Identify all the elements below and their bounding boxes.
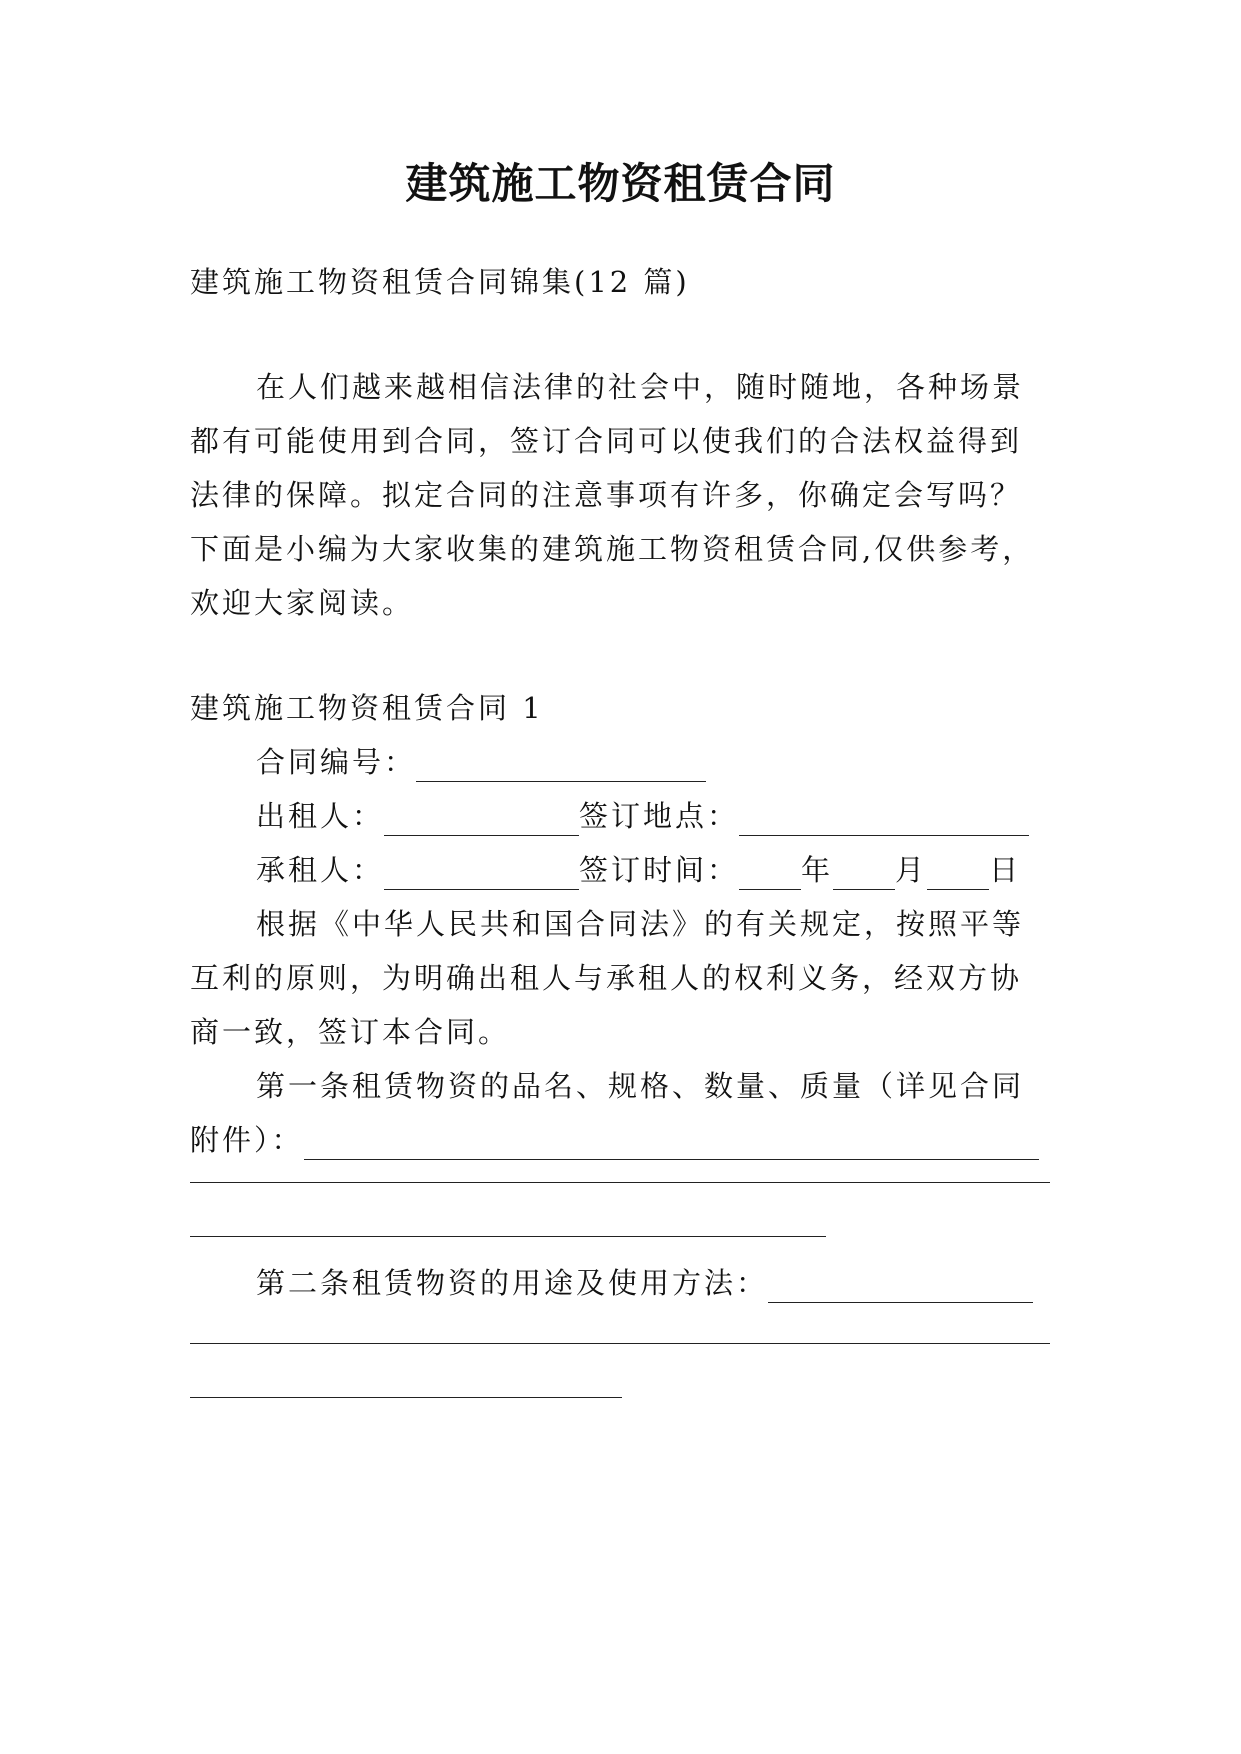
intro-line-1: 在人们越来越相信法律的社会中，随时随地，各种场景 [256,370,1025,404]
lessor-blank [384,805,579,836]
article-1-line-1: 第一条租赁物资的品名、规格、数量、质量（详见合同 [256,1069,1025,1103]
intro-line-5: 欢迎大家阅读。 [190,586,415,620]
signing-place-label: 签订地点： [579,799,740,833]
lessor-label: 出租人： [256,799,385,833]
basis-line-1: 根据《中华人民共和国合同法》的有关规定，按照平等 [256,907,1025,941]
contract-heading: 建筑施工物资租赁合同 1 [190,691,544,725]
document-title: 建筑施工物资租赁合同 [405,159,836,208]
article-2-label: 第二条租赁物资的用途及使用方法： [256,1266,769,1300]
day-blank [927,859,989,890]
lessee-row [256,850,1056,890]
lessor-row [256,796,1056,836]
basis-line-2: 互利的原则，为明确出租人与承租人的权利义务，经双方协 [190,961,1023,995]
article-1-blank-2 [190,1182,1050,1183]
article-2-blank-3 [190,1397,622,1398]
month-label: 月 [895,853,928,887]
article-2-blank-2 [190,1343,1050,1344]
lessee-blank [384,859,579,890]
signing-place-blank [739,805,1029,836]
article-1-blank-1 [304,1129,1039,1160]
year-label: 年 [801,853,834,887]
intro-line-2: 都有可能使用到合同，签订合同可以使我们的合法权益得到 [190,424,1023,458]
contract-number-blank [416,751,706,782]
article-1-line-2 [190,1120,1050,1160]
article-1-blank-3 [190,1236,826,1237]
contract-number-label: 合同编号： [256,745,417,779]
intro-line-3: 法律的保障。拟定合同的注意事项有许多，你确定会写吗？ [190,478,1023,512]
basis-line-3: 商一致，签订本合同。 [190,1015,511,1049]
article-2-blank-1 [768,1272,1033,1303]
month-blank [833,859,895,890]
contract-number-row [256,742,1056,782]
intro-line-4: 下面是小编为大家收集的建筑施工物资租赁合同,仅供参考， [190,532,1035,566]
year-blank [739,859,801,890]
lessee-label: 承租人： [256,853,385,887]
signing-time-label: 签订时间： [579,853,740,887]
article-1-attachment-label: 附件）： [190,1123,304,1157]
article-2-line-1 [256,1263,1056,1303]
day-label: 日 [989,853,1022,887]
collection-subtitle: 建筑施工物资租赁合同锦集(12 篇) [190,265,690,299]
